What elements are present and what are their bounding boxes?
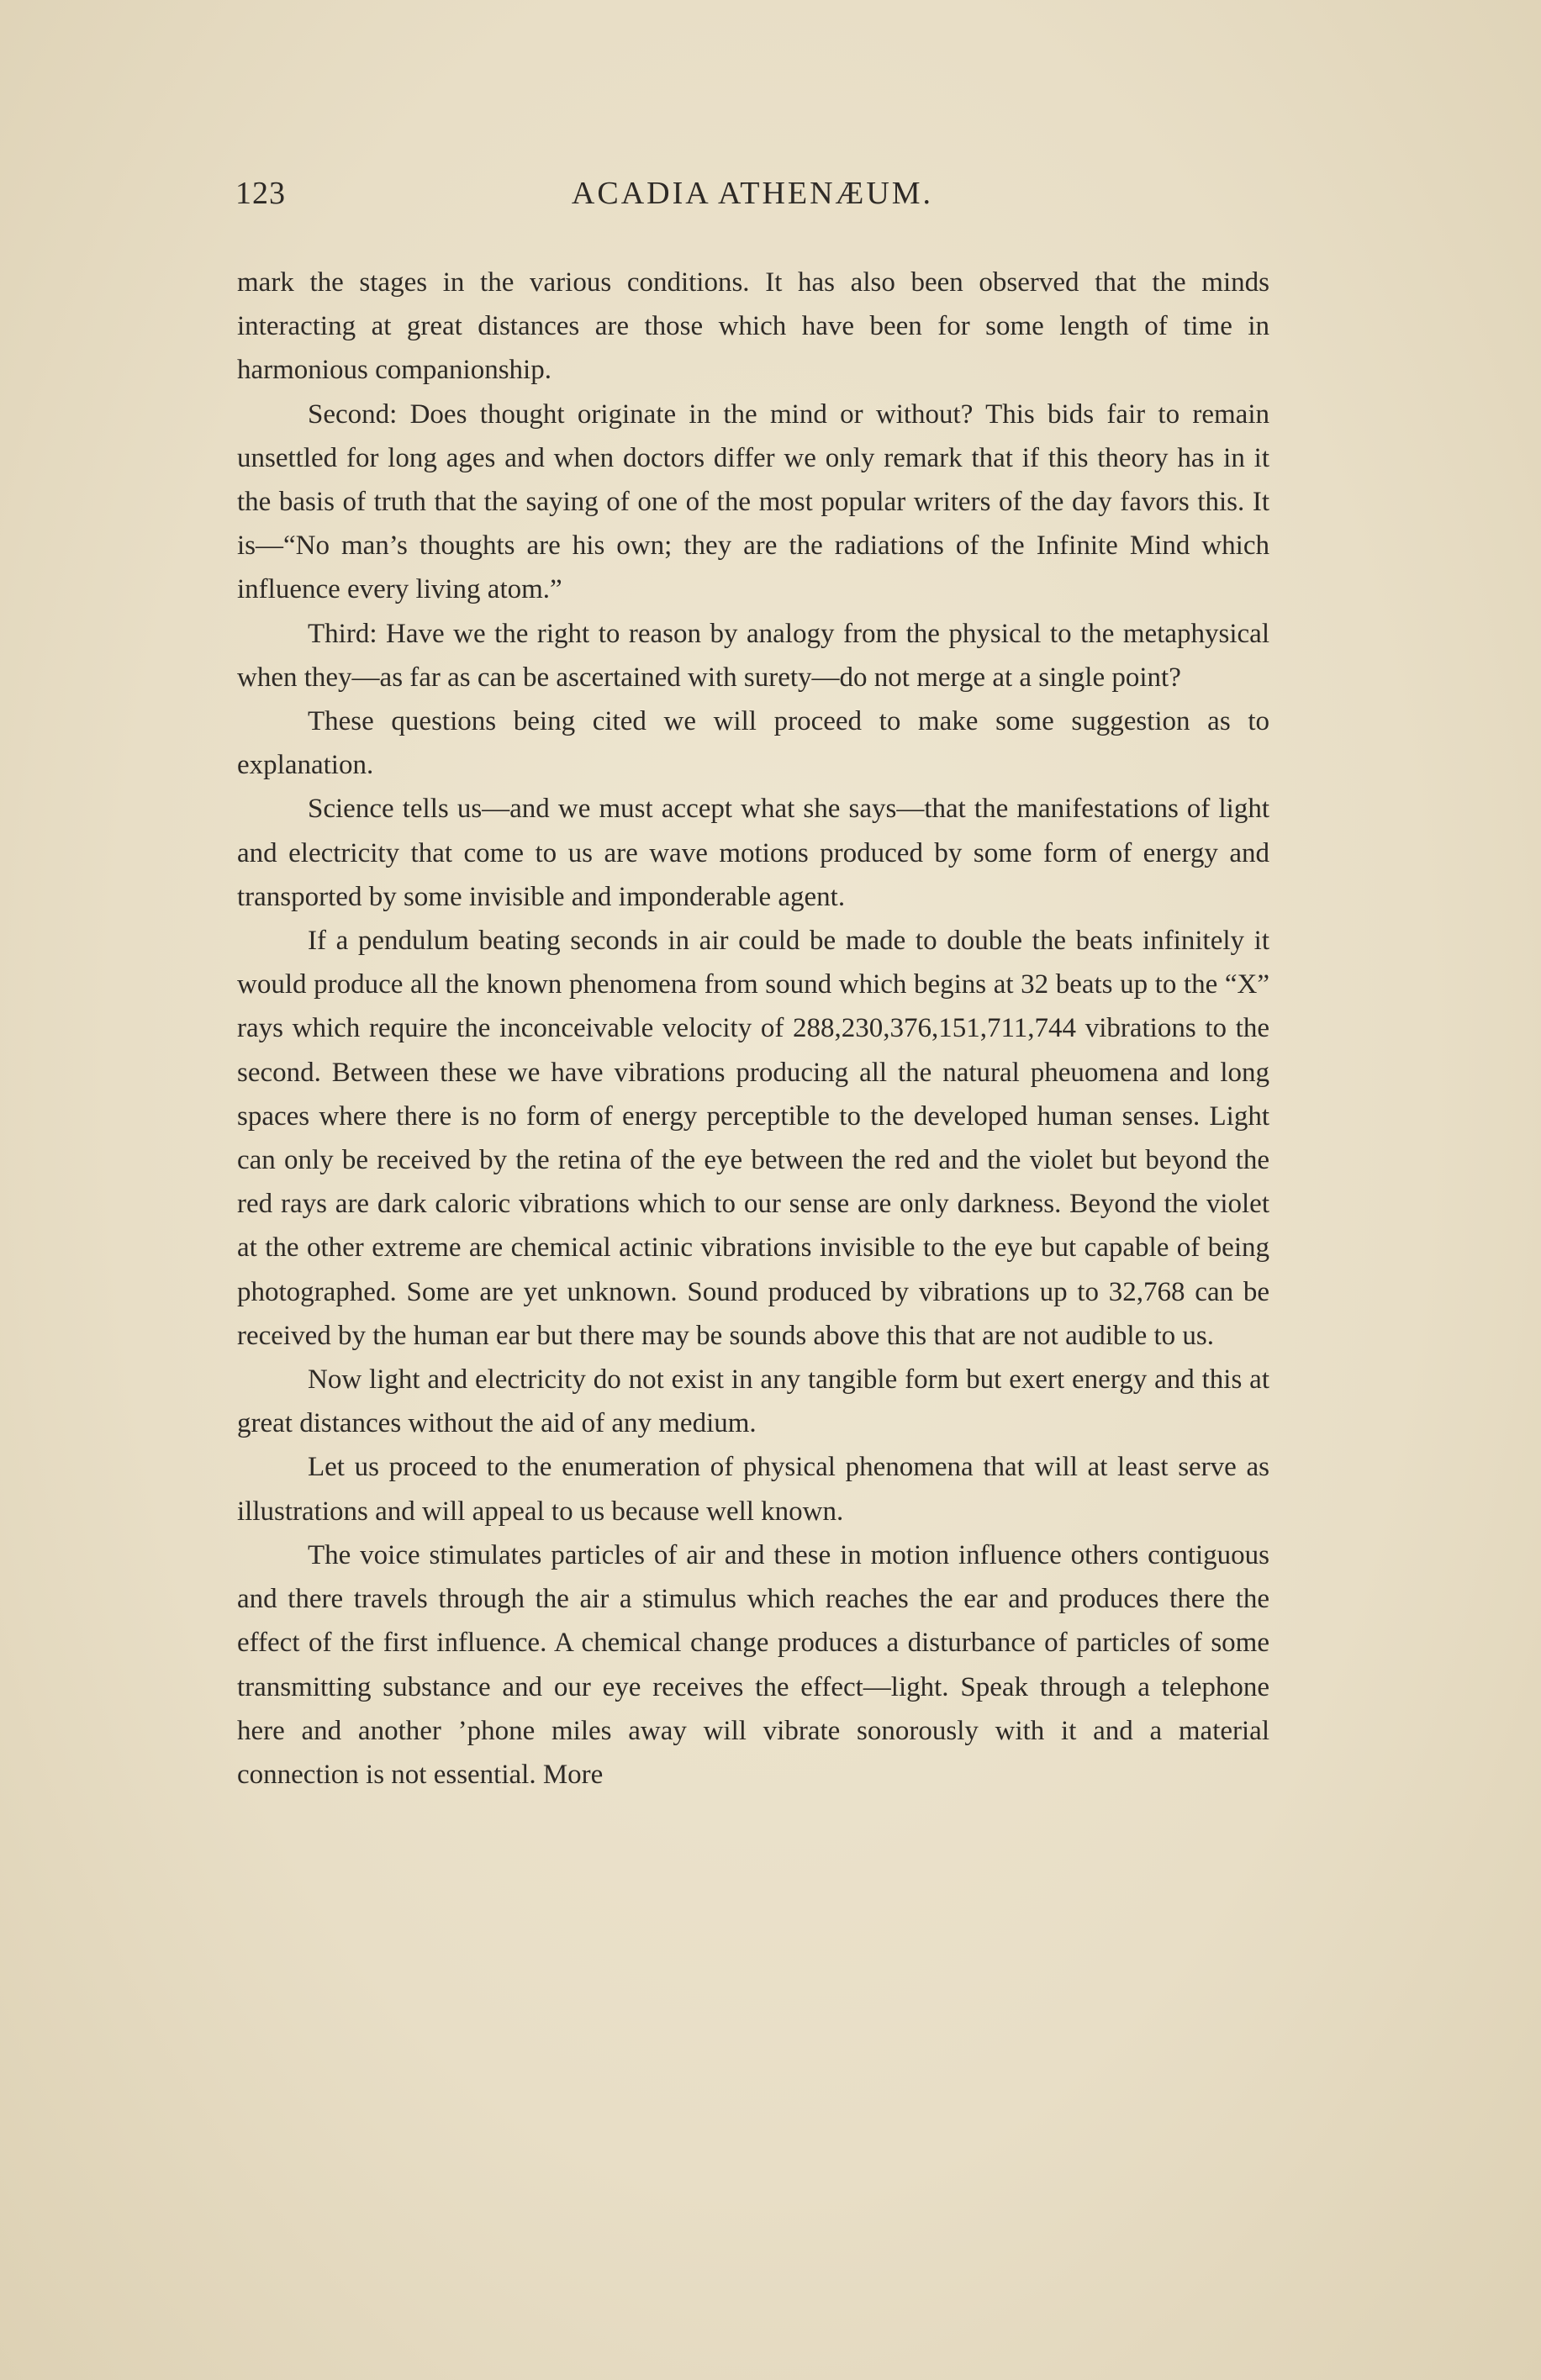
paragraph-third-question: Third: Have we the right to reason by analogy from the physical to the metaphysical when they—as far as can be ascertained with surety—do not merge at a single point? bbox=[237, 618, 1269, 693]
running-title: ACADIA ATHENÆUM. bbox=[571, 176, 934, 211]
page-number: 123 bbox=[235, 176, 286, 211]
paragraph-enumeration: Let us proceed to the enumeration of physical phenomena that will at least serve as illustrations and will appeal to us because well known. bbox=[237, 1452, 1269, 1527]
page-header bbox=[235, 175, 1269, 225]
paragraph-science: Science tells us—and we must accept what she says—that the manifestations of light and electricity that come to us are wave motions produced by some form of energy and transported by some invisible and imponderable agent. bbox=[237, 794, 1269, 912]
paragraph-voice: The voice stimulates particles of air and these in motion influence others contiguous and there travels through the air a stimulus which reaches the ear and produces there the effect of the first influence. A chemical change produces a disturbance of particles of some transmitting substance and our eye receives the effect—light. Speak through a telephone here and another ’phone miles away will vibrate sonorously with it and a material connection is not essential. More bbox=[237, 1539, 1269, 1790]
paragraph-second-question: Second: Does thought originate in the mind or without? This bids fair to remain unsettled for long ages and when doctors differ we only remark that if this theory has in it the basis of truth that the saying of one of the most popular writers of the day favors this. It is—“No man’s thoughts are his own; they are the radiations of the Infinite Mind which influence every living atom.” bbox=[237, 398, 1269, 605]
paragraph-light-electricity: Now light and electricity do not exist in any tangible form but exert energy and this at great distances without the aid of any medium. bbox=[237, 1364, 1269, 1439]
paragraph-continuation: mark the stages in the various conditions. It has also been observed that the minds interacting at great distances are those which have been for some length of time in harmonious companionship. bbox=[237, 267, 1269, 386]
paragraph-questions-cited: These questions being cited we will proceed to make some suggestion as to explanation. bbox=[237, 706, 1269, 781]
body-text bbox=[237, 261, 1269, 1797]
paragraph-pendulum: If a pendulum beating seconds in air could be made to double the beats infinitely it would produce all the known phenomena from sound which begins at 32 beats up to the “X” rays which require the inconceivable velocity of 288,230,376,151,711,744 vibrations to the second. Between these we have vibrations producing all the natural pheuomena and long spaces where there is no form of energy perceptible to the developed human senses. Light can only be received by the retina of the eye between the red and the violet but beyond the red rays are dark caloric vibrations which to our sense are only darkness. Beyond the violet at the other extreme are chemical actinic vibrations invisible to the eye but capable of being photographed. Some are yet unknown. Sound produced by vibrations up to 32,768 can be received by the human ear but there may be sounds above this that are not audible to us. bbox=[237, 926, 1269, 1351]
